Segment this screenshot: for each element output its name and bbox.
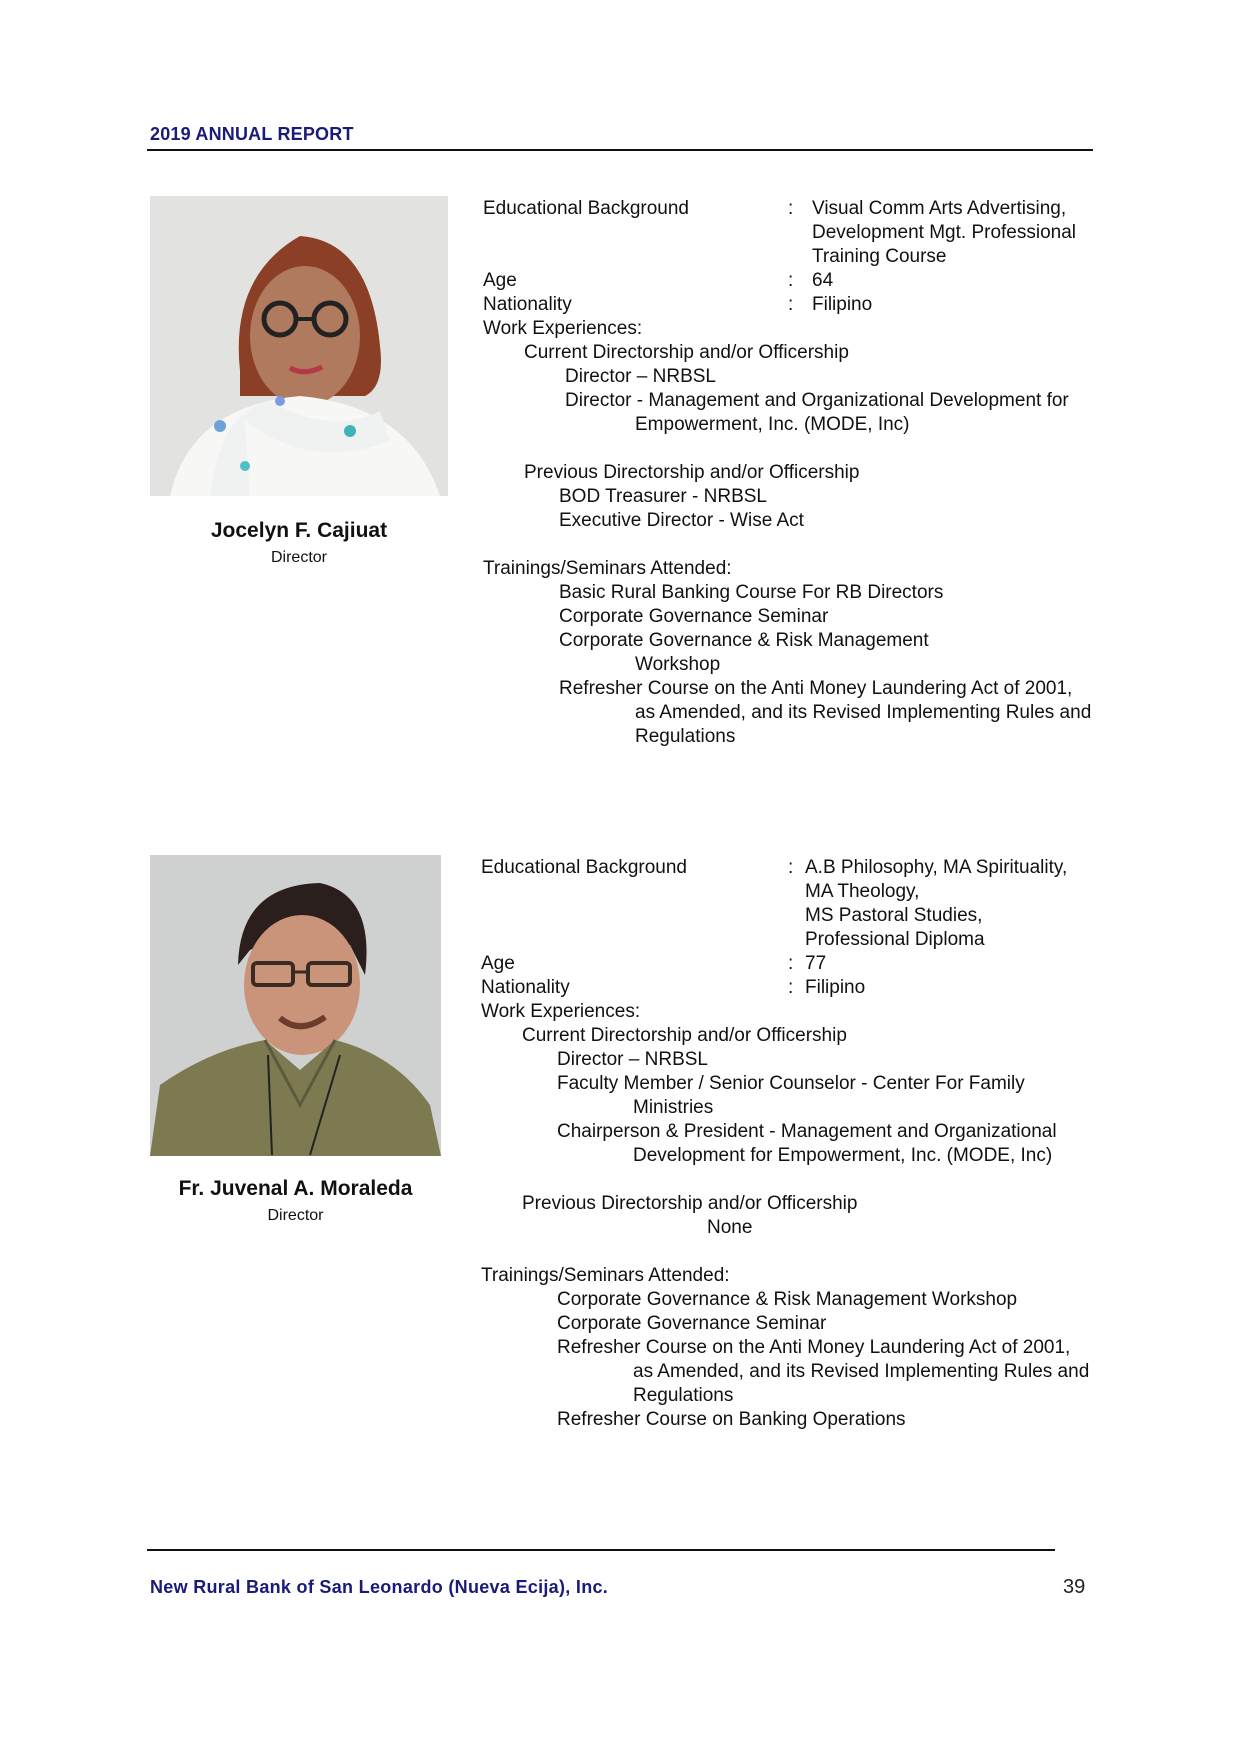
director-role: Director: [267, 1207, 324, 1224]
training-item-continued: Workshop: [635, 654, 721, 675]
work-experiences-heading: Work Experiences:: [481, 1001, 641, 1022]
training-item: Corporate Governance Seminar: [559, 606, 829, 627]
previous-position: BOD Treasurer - NRBSL: [559, 486, 767, 507]
previous-directorship-heading: Previous Directorship and/or Officership: [522, 1193, 858, 1214]
education-value: MS Pastoral Studies,: [805, 905, 983, 926]
previous-directorship-heading: Previous Directorship and/or Officership: [524, 462, 860, 483]
trainings-heading: Trainings/Seminars Attended:: [481, 1265, 730, 1286]
colon: :: [788, 270, 794, 291]
age-label: Age: [483, 270, 517, 291]
colon: :: [788, 857, 794, 878]
nationality-label: Nationality: [483, 294, 572, 315]
current-position-continued: Ministries: [633, 1097, 714, 1118]
education-label: Educational Background: [483, 198, 689, 219]
education-value: Development Mgt. Professional: [812, 222, 1077, 243]
training-item: Refresher Course on Banking Operations: [557, 1409, 906, 1430]
age-value: 77: [805, 953, 827, 974]
current-position-continued: Development for Empowerment, Inc. (MODE, Inc): [633, 1145, 1053, 1166]
footer-divider: [147, 1549, 1055, 1551]
age-value: 64: [812, 270, 834, 291]
director-name: Jocelyn F. Cajiuat: [210, 519, 388, 542]
current-position: Director – NRBSL: [565, 366, 716, 387]
training-item-continued: as Amended, and its Revised Implementing Rules and: [633, 1361, 1090, 1382]
colon: :: [788, 977, 794, 998]
colon: :: [788, 294, 794, 315]
director-name: Fr. Juvenal A. Moraleda: [178, 1177, 413, 1200]
nationality-value: Filipino: [805, 977, 866, 998]
education-value: Visual Comm Arts Advertising,: [812, 198, 1067, 219]
colon: :: [788, 198, 794, 219]
nationality-value: Filipino: [812, 294, 873, 315]
education-value: Training Course: [812, 246, 947, 267]
colon: :: [788, 953, 794, 974]
training-item: Corporate Governance Seminar: [557, 1313, 827, 1334]
current-position: Chairperson & President - Management and Organizational: [557, 1121, 1057, 1142]
director-bio: [483, 197, 1183, 749]
current-position: Director – NRBSL: [557, 1049, 708, 1070]
page-number: 39: [1063, 1576, 1086, 1598]
trainings-heading: Trainings/Seminars Attended:: [483, 558, 732, 579]
work-experiences-heading: Work Experiences:: [483, 318, 643, 339]
training-item: Corporate Governance & Risk Management: [559, 630, 929, 651]
training-item: Corporate Governance & Risk Management Workshop: [557, 1289, 1018, 1310]
header-divider: [147, 149, 1093, 151]
previous-position: Executive Director - Wise Act: [559, 510, 804, 531]
education-value: MA Theology,: [805, 881, 920, 902]
training-item-continued: Regulations: [635, 726, 736, 747]
report-title: 2019 ANNUAL REPORT: [150, 124, 354, 144]
age-label: Age: [481, 953, 515, 974]
nationality-label: Nationality: [481, 977, 570, 998]
current-position-continued: Empowerment, Inc. (MODE, Inc): [635, 414, 910, 435]
training-item: Refresher Course on the Anti Money Laundering Act of 2001,: [557, 1337, 1071, 1358]
portrait-man-icon: [150, 855, 441, 1156]
education-value: Professional Diploma: [805, 929, 985, 950]
director-photo: [150, 855, 441, 1156]
training-item: Refresher Course on the Anti Money Laundering Act of 2001,: [559, 678, 1073, 699]
training-item-continued: Regulations: [633, 1385, 734, 1406]
director-bio: [481, 856, 1181, 1432]
current-position: Faculty Member / Senior Counselor - Center For Family: [557, 1073, 1025, 1094]
footer-bank-name: New Rural Bank of San Leonardo (Nueva Ecija), Inc.: [150, 1577, 609, 1597]
education-label: Educational Background: [481, 857, 687, 878]
portrait-woman-icon: [150, 196, 448, 496]
education-value: A.B Philosophy, MA Spirituality,: [805, 857, 1068, 878]
current-directorship-heading: Current Directorship and/or Officership: [522, 1025, 847, 1046]
director-photo: [150, 196, 448, 496]
training-item-continued: as Amended, and its Revised Implementing Rules and: [635, 702, 1092, 723]
current-directorship-heading: Current Directorship and/or Officership: [524, 342, 849, 363]
previous-position: None: [707, 1217, 753, 1238]
training-item: Basic Rural Banking Course For RB Directors: [559, 582, 944, 603]
director-role: Director: [270, 549, 327, 566]
current-position: Director - Management and Organizational Development for: [565, 390, 1069, 411]
